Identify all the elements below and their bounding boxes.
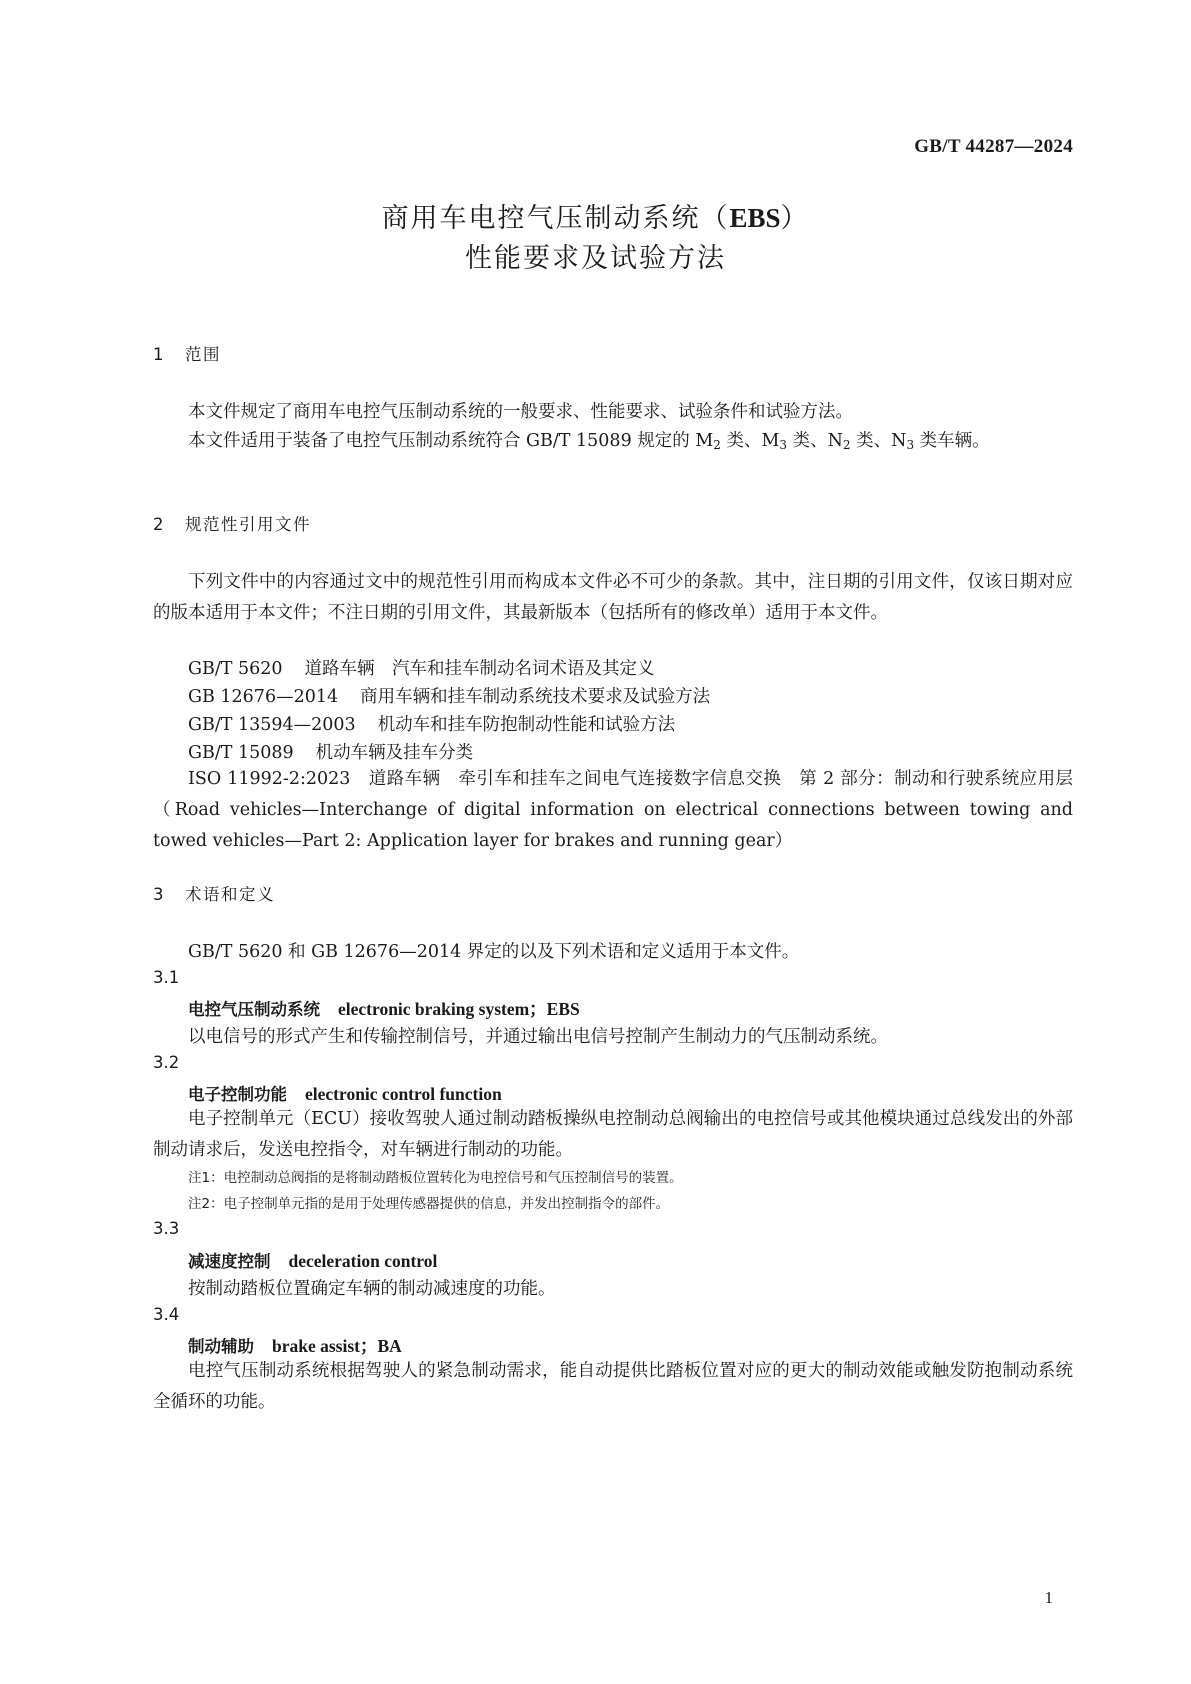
term-definition: 按制动踏板位置确定车辆的制动减速度的功能。 xyxy=(188,1279,556,1299)
terms-intro: GB/T 5620 和 GB 12676—2014 界定的以及下列术语和定义适用于本文件。 xyxy=(188,942,800,962)
section-heading-normative-references: 2 规范性引用文件 xyxy=(153,515,311,534)
document-title-line2: 性能要求及试验方法 xyxy=(465,243,726,274)
page-number: 1 xyxy=(1044,1588,1053,1607)
term-heading: 制动辅助 brake assist；BA xyxy=(188,1336,402,1356)
term-number: 3.4 xyxy=(153,1305,180,1324)
scope-paragraph-1: 本文件规定了商用车电控气压制动系统的一般要求、性能要求、试验条件和试验方法。 xyxy=(188,402,853,422)
section-heading-scope: 1 范围 xyxy=(153,345,221,364)
term-heading: 减速度控制 deceleration control xyxy=(188,1251,438,1271)
term-number: 3.2 xyxy=(153,1053,180,1072)
section-heading-terms-definitions: 3 术语和定义 xyxy=(153,885,275,904)
reference-item: GB/T 13594—2003 机动车和挂车防抱制动性能和试验方法 xyxy=(188,715,676,735)
term-heading: 电子控制功能 electronic control function xyxy=(188,1084,502,1104)
scope-paragraph-2: 本文件适用于装备了电控气压制动系统符合 GB/T 15089 规定的 $M_2$ 类、$M_3$ 类、$N_2$ 类、$N_3$ 类车辆。 xyxy=(188,431,990,452)
reference-item: GB/T 15089 机动车辆及挂车分类 xyxy=(188,743,474,763)
reference-item-iso: ISO 11992-2:2023 道路车辆 牵引车和挂车之间电气连接数字信息交换 第 2 部分：制动和行驶系统应用层（Road vehicles—Interchange of digital information on electrical connections between towing and towed vehicles—Part 2: Application layer for brakes and running gear） xyxy=(153,769,1073,851)
reference-item: GB/T 5620 道路车辆 汽车和挂车制动名词术语及其定义 xyxy=(188,659,655,679)
term-definition: 电子控制单元（ECU）接收驾驶人通过制动踏板操纵电控制动总阀输出的电控信号或其他模块通过总线发出的外部制动请求后，发送电控指令，对车辆进行制动的功能。 xyxy=(153,1109,1073,1160)
term-number: 3.1 xyxy=(153,968,180,987)
document-title-line1: 商用车电控气压制动系统（EBS） xyxy=(381,203,810,234)
term-note: 注2：电子控制单元指的是用于处理传感器提供的信息，并发出控制指令的部件。 xyxy=(188,1196,670,1212)
term-heading: 电控气压制动系统 electronic braking system；EBS xyxy=(188,999,580,1019)
term-number: 3.3 xyxy=(153,1219,180,1238)
term-definition: 以电信号的形式产生和传输控制信号，并通过输出电信号控制产生制动力的气压制动系统。 xyxy=(188,1027,888,1047)
term-note: 注1：电控制动总阀指的是将制动踏板位置转化为电控信号和气压控制信号的装置。 xyxy=(188,1170,683,1186)
term-definition: 电控气压制动系统根据驾驶人的紧急制动需求，能自动提供比踏板位置对应的更大的制动效能或触发防抱制动系统全循环的功能。 xyxy=(153,1361,1073,1412)
references-intro: 下列文件中的内容通过文中的规范性引用而构成本文件必不可少的条款。其中，注日期的引用文件，仅该日期对应的版本适用于本文件；不注日期的引用文件，其最新版本（包括所有的修改单）适用于本文件。 xyxy=(153,572,1073,623)
reference-item: GB 12676—2014 商用车辆和挂车制动系统技术要求及试验方法 xyxy=(188,687,711,707)
standard-code: GB/T 44287—2024 xyxy=(914,136,1073,157)
